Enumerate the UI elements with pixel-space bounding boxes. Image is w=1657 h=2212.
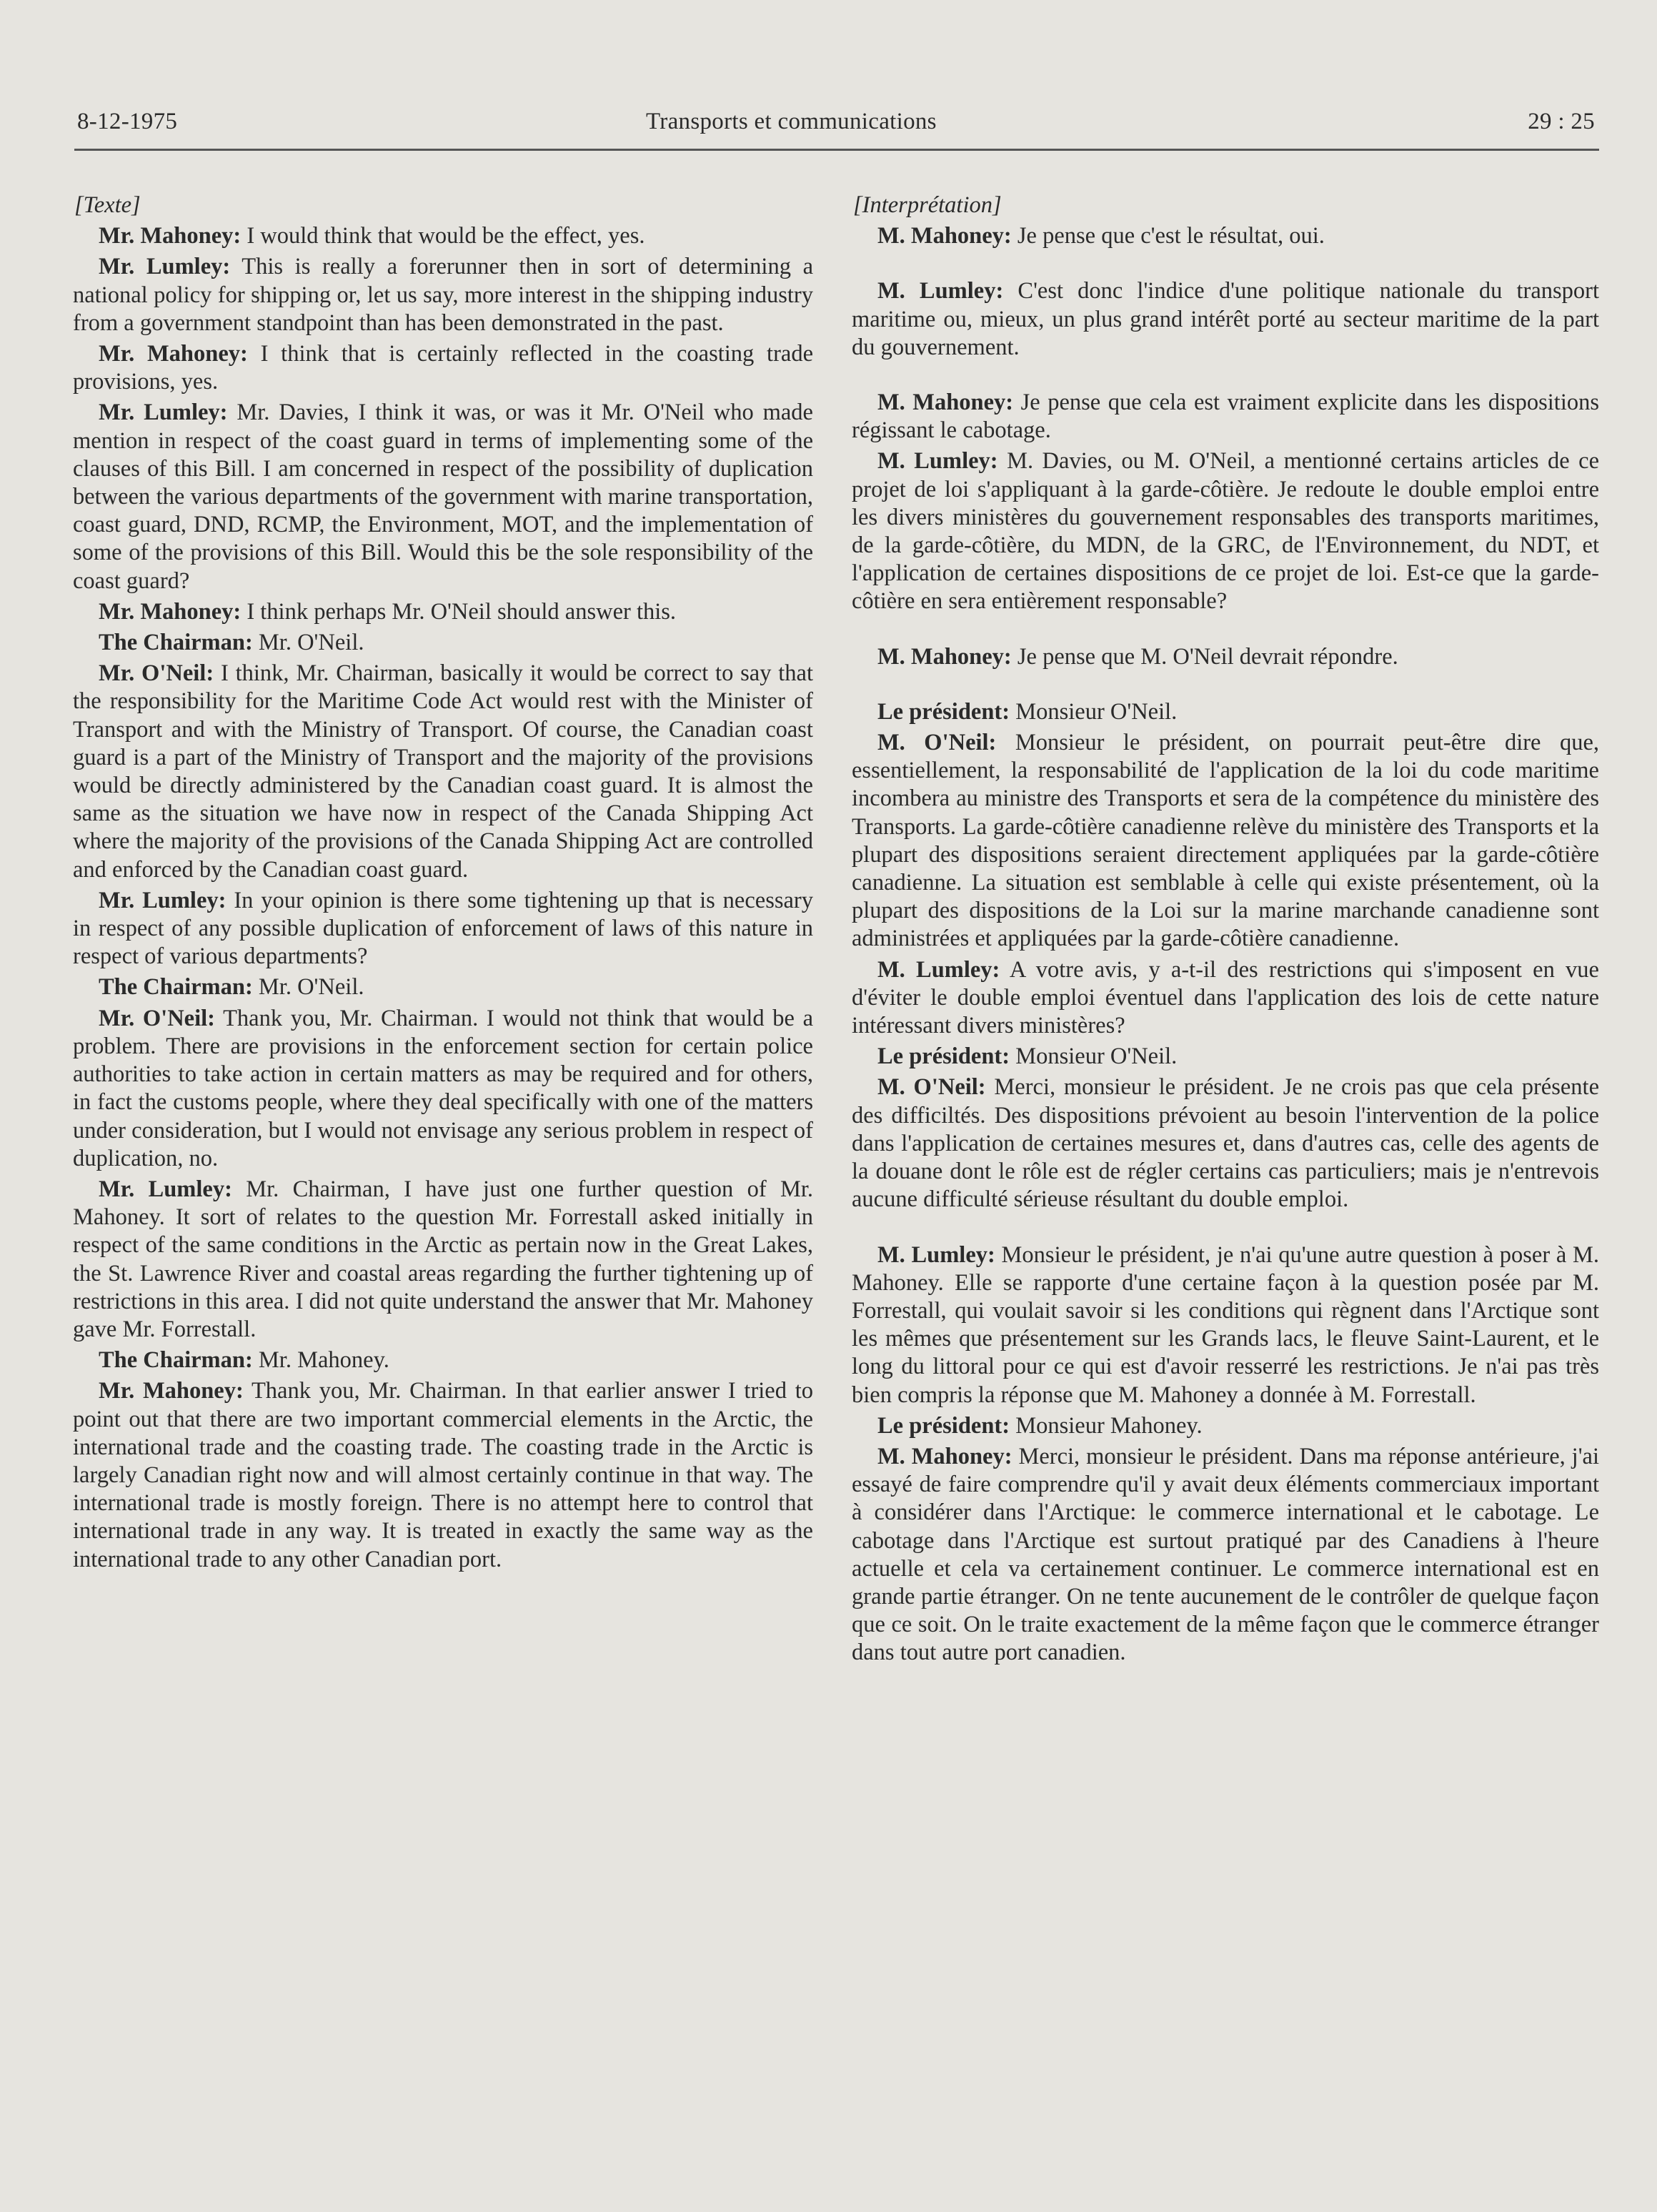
speaker-name: M. Lumley: [877, 1241, 995, 1268]
speaker-name: Mr. Lumley: [99, 887, 227, 913]
statement-text: I think that is certainly reflected in the coasting trade provisions, yes. [73, 341, 813, 395]
speaker-name: M. Mahoney: [877, 390, 1014, 416]
transcript-paragraph [852, 1412, 1599, 1440]
speaker-name: Le président: [877, 1412, 1010, 1439]
statement-text: Monsieur O'Neil. [1015, 1043, 1178, 1070]
transcript-paragraph [73, 1377, 813, 1573]
transcript-paragraph [852, 447, 1599, 615]
page-header [74, 106, 1599, 151]
transcript-paragraph [73, 660, 813, 884]
statement-text: Thank you, Mr. Chairman. In that earlier answer I tried to point out that there are two important commercial elements in the Arctic, the international trade and the coasting trade. The coasting trade in the Arctic is largely Canadian right now and will almost certainly continue in that way. The international trade is mostly foreign. There is no attempt here to control that international trade in any way. It is treated in exactly the same way as the international trade to any other Canadian port. [73, 1378, 813, 1572]
statement-text: Je pense que M. O'Neil devrait répondre. [1017, 643, 1398, 670]
statement-text: Monsieur O'Neil. [1015, 698, 1178, 725]
speaker-name: M. Mahoney: [877, 1443, 1012, 1469]
speaker-name: M. Mahoney: [877, 643, 1012, 670]
statement-text: Mr. O'Neil. [258, 974, 364, 1001]
header-date: 8-12-1975 [77, 109, 178, 134]
statement-text: This is really a forerunner then in sort of determining a national policy for shipping or, let us say, more interest in the shipping industry from a government standpoint than has been demonstrated in the past. [73, 254, 813, 336]
transcript-paragraph [73, 1346, 813, 1374]
transcript-paragraph [73, 1176, 813, 1344]
transcript-paragraph [852, 956, 1599, 1041]
statement-text: Monsieur le président, je n'ai qu'une autre question à poser à M. Mahoney. Elle se rapporte d'une certaine façon à la question posée par M. Forrestall, qui voulait savoir si les conditions qui règnent dans l'Arctique sont les mêmes que présentement sur les Grands lacs, le fleuve Saint-Laurent, et le long du littoral pour ce qui est d'avoir resserré les restrictions. Je n'ai pas très bien compris la réponse que M. Mahoney a donnée à M. Forrestall. [852, 1241, 1599, 1408]
statement-text: M. Davies, ou M. O'Neil, a mentionné certains articles de ce projet de loi s'appliquant à la garde-côtière. Je redoute le double emploi entre les divers ministères du gouvernement responsables des transports maritimes, de la garde-côtière, du MDN, de la GRC, de l'Environnement, du NDT, et l'application de certaines dispositions de ce projet de loi. Est-ce que la garde-côtière en sera entièrement responsable? [852, 448, 1600, 615]
transcript-paragraph [73, 973, 813, 1001]
header-page-number: 29 : 25 [1528, 109, 1595, 134]
statement-text: Monsieur Mahoney. [1015, 1412, 1203, 1439]
speaker-name: The Chairman: [99, 974, 253, 1001]
transcript-paragraph [73, 222, 813, 250]
statement-text: Mr. Mahoney. [258, 1347, 389, 1374]
speaker-name: Mr. Mahoney: [99, 1378, 244, 1404]
transcript-paragraph [852, 729, 1599, 953]
statement-text: I think, Mr. Chairman, basically it would be correct to say that the responsibility for the Maritime Code Act would rest with the Minister of Transport and with the Ministry of Transport. Of course, the Canadian coast guard is a part of the Ministry of Transport and the majority of the provisions would be directly administered by the Canadian coast guard. It is almost the same as the situation we have now in respect of the Canada Shipping Act where the majority of the provisions of the Canada Shipping Act are controlled and enforced by the Canadian coast guard. [73, 660, 813, 883]
transcript-paragraph [73, 253, 813, 337]
speaker-name: Mr. O'Neil: [99, 660, 214, 687]
speaker-name: Mr. Lumley: [99, 400, 228, 426]
speaker-name: Le président: [877, 698, 1010, 725]
speaker-name: M. Lumley: [877, 448, 998, 475]
statement-text: Je pense que c'est le résultat, oui. [1017, 223, 1325, 249]
transcript-paragraph [852, 643, 1599, 671]
transcript-paragraph [852, 1241, 1599, 1409]
statement-text: Mr. Chairman, I have just one further question of Mr. Mahoney. It sort of relates to the question Mr. Forrestall asked initially in respect of the same conditions in the Arctic as pertain now in the Great Lakes, the St. Lawrence River and coastal areas regarding the further tightening up of restrictions in this area. I did not quite understand the answer that Mr. Mahoney gave Mr. Forrestall. [73, 1176, 813, 1342]
french-language-label: [Interprétation] [853, 192, 1002, 218]
speaker-name: Le président: [877, 1043, 1010, 1070]
header-title: Transports et communications [646, 109, 937, 134]
speaker-name: M. Lumley: [877, 278, 1004, 304]
speaker-name: M. O'Neil: [877, 730, 997, 756]
speaker-name: Mr. Lumley: [99, 254, 231, 280]
transcript-paragraph [73, 598, 813, 626]
speaker-name: Mr. Mahoney: [99, 223, 242, 249]
transcript-paragraph [73, 1005, 813, 1173]
statement-text: Monsieur le président, on pourrait peut-être dire que, essentiellement, la responsabilité de l'application de la loi du code maritime incombera au ministre des Transports et sera de la compétence du ministère des Transports. La garde-côtière canadienne relève du ministère des Transports et la plupart des dispositions seraient directement appliquées par la garde-côtière canadienne. La situation est semblable à celle qui existe présentement, où la plupart des dispositions de la Loi sur la marine marchande canadienne sont administrées et appliquées par la garde-côtière canadienne. [852, 730, 1600, 952]
speaker-name: M. Mahoney: [877, 223, 1012, 249]
statement-text: A votre avis, y a-t-il des restrictions qui s'imposent en vue d'éviter le double emploi éventuel dans l'application des lois de cette nature intéressant divers ministères? [852, 956, 1599, 1039]
statement-text: Mr. Davies, I think it was, or was it Mr. O'Neil who made mention in respect of the coast guard in terms of implementing some of the clauses of this Bill. I am concerned in respect of the possibility of duplication between the various departments of the government with marine transportation, coast guard, DND, RCMP, the Environment, MOT, and the implementation of some of the provisions of this Bill. Would this be the sole responsibility of the coast guard? [73, 400, 813, 594]
transcript-paragraph [852, 698, 1599, 726]
statement-text: Merci, monsieur le président. Dans ma réponse antérieure, j'ai essayé de faire comprendre qu'il y avait deux éléments commerciaux important à considérer dans l'Arctique: le commerce international et le cabotage. Le cabotage dans l'Arctique est surtout pratiqué par des Canadiens à l'heure actuelle et cela va certainement continuer. Le commerce international est en grande partie étranger. On ne tente aucunement de le contrôler de quelque façon que ce soit. On le traite exactement de la même façon que le commerce étranger dans tout autre port canadien. [852, 1443, 1600, 1666]
statement-text: Mr. O'Neil. [258, 630, 364, 656]
speaker-name: Mr. Mahoney: [99, 341, 248, 367]
statement-text: Merci, monsieur le président. Je ne crois pas que cela présente des difficiltés. Des dispositions prévoient au besoin l'intervention de la police dans l'application de certaines mesures et, dans d'autres cas, celle des agents de la douane dont le rôle est de régler certains cas particuliers; mais je n'entrevois aucune difficulté sérieuse résultant du double emploi. [852, 1074, 1600, 1213]
speaker-name: M. Lumley: [877, 956, 1000, 983]
speaker-name: The Chairman: [99, 630, 253, 656]
transcript-paragraph [73, 399, 813, 595]
transcript-paragraph [852, 1443, 1599, 1667]
statement-text: C'est donc l'indice d'une politique nationale du transport maritime ou, mieux, un plus grand intérêt porté au secteur maritime de la part du gouvernement. [852, 278, 1600, 360]
transcript-paragraph [73, 340, 813, 396]
speaker-name: M. O'Neil: [877, 1074, 986, 1101]
transcript-paragraph [73, 629, 813, 657]
speaker-name: Mr. O'Neil: [99, 1005, 215, 1031]
english-language-label: [Texte] [74, 192, 141, 218]
english-column [73, 192, 813, 1577]
transcript-paragraph [852, 389, 1599, 445]
transcript-paragraph [73, 887, 813, 971]
transcript-paragraph [852, 1043, 1599, 1071]
transcript-paragraph [852, 222, 1599, 250]
speaker-name: Mr. Mahoney: [99, 598, 242, 625]
statement-text: I would think that would be the effect, yes. [247, 223, 645, 249]
statement-text: Je pense que cela est vraiment explicite dans les dispositions régissant le cabotage. [852, 390, 1600, 444]
transcript-paragraph [852, 1073, 1599, 1214]
statement-text: I think perhaps Mr. O'Neil should answer this. [247, 598, 677, 625]
speaker-name: Mr. Lumley: [99, 1176, 232, 1202]
french-column [852, 192, 1599, 1670]
statement-text: In your opinion is there some tightening up that is necessary in respect of any possible duplication of enforcement of laws of this nature in respect of various departments? [73, 887, 813, 970]
transcript-paragraph [852, 277, 1599, 362]
statement-text: Thank you, Mr. Chairman. I would not think that would be a problem. There are provisions in the enforcement section for certain police authorities to take action in certain matters as may be required and for others, in fact the customs people, where they deal specifically with one of the matters under consideration, but I would not envisage any serious problem in respect of duplication, no. [73, 1005, 814, 1171]
speaker-name: The Chairman: [99, 1347, 253, 1374]
